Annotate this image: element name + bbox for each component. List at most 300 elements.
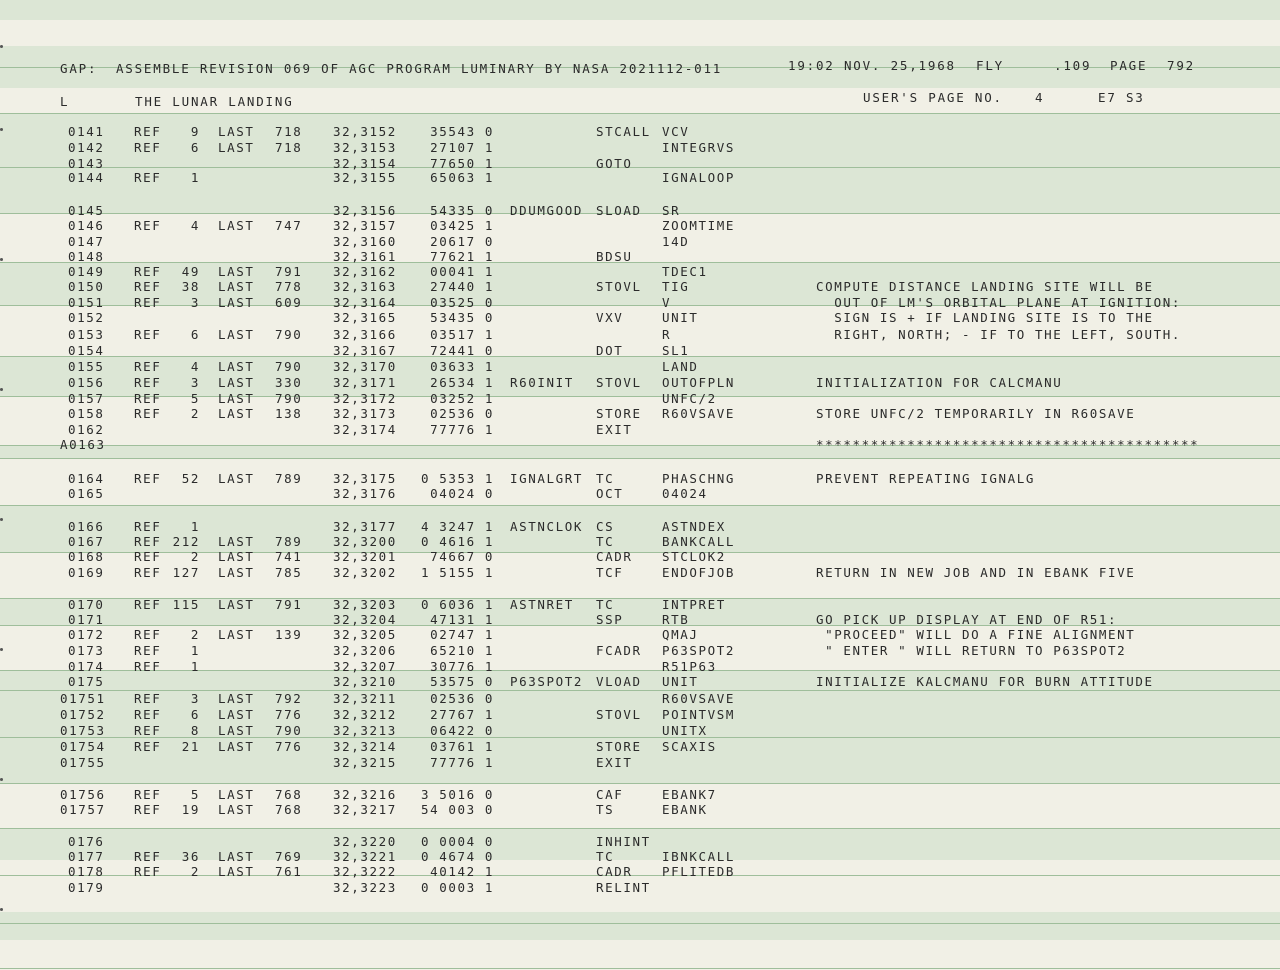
opcode: TC <box>596 849 615 864</box>
octal-code: 04024 0 <box>430 486 494 501</box>
last-page: 776 <box>275 707 303 722</box>
ref-count: 5 <box>190 787 200 802</box>
last-page: 609 <box>275 295 303 310</box>
memory-address: 32,3165 <box>333 310 397 325</box>
memory-address: 32,3167 <box>333 343 397 358</box>
operand: R60VSAVE <box>662 406 736 421</box>
line-number: 0179 <box>68 880 105 895</box>
ref-keyword: REF <box>134 707 162 722</box>
last-page: 790 <box>275 327 303 342</box>
last-keyword: LAST <box>218 802 255 817</box>
comment: " ENTER " WILL RETURN TO P63SPOT2 <box>816 643 1127 658</box>
octal-code: 65210 1 <box>430 643 494 658</box>
line-number: 0177 <box>68 849 105 864</box>
user-page-label: USER'S PAGE NO. <box>863 90 1003 105</box>
page-label: PAGE <box>1110 58 1148 73</box>
ref-count: 5 <box>190 391 200 406</box>
feed-hole <box>0 908 3 911</box>
opcode: SLOAD <box>596 203 642 218</box>
ref-count: 2 <box>190 549 200 564</box>
ref-count: 2 <box>190 406 200 421</box>
memory-address: 32,3213 <box>333 723 397 738</box>
memory-address: 32,3172 <box>333 391 397 406</box>
line-number: 0174 <box>68 659 105 674</box>
ruled-line <box>0 262 1280 263</box>
last-page: 792 <box>275 691 303 706</box>
line-number: 0164 <box>68 471 105 486</box>
memory-address: 32,3216 <box>333 787 397 802</box>
ref-count: 38 <box>181 279 200 294</box>
line-number: 0157 <box>68 391 105 406</box>
operand: SCAXIS <box>662 739 717 754</box>
ref-keyword: REF <box>134 643 162 658</box>
memory-address: 32,3164 <box>333 295 397 310</box>
memory-address: 32,3155 <box>333 170 397 185</box>
ref-count: 127 <box>172 565 200 580</box>
line-number: 0152 <box>68 310 105 325</box>
last-keyword: LAST <box>218 471 255 486</box>
ref-count: 1 <box>190 659 200 674</box>
octal-code: 03525 0 <box>430 295 494 310</box>
octal-code: 02536 0 <box>430 406 494 421</box>
ref-keyword: REF <box>134 140 162 155</box>
last-page: 768 <box>275 787 303 802</box>
memory-address: 32,3154 <box>333 156 397 171</box>
ref-keyword: REF <box>134 295 162 310</box>
last-keyword: LAST <box>218 707 255 722</box>
comment: COMPUTE DISTANCE LANDING SITE WILL BE <box>816 279 1154 294</box>
symbol-label: ASTNCLOK <box>510 519 584 534</box>
operand: TDEC1 <box>662 264 708 279</box>
ruled-line <box>0 923 1280 924</box>
symbol-label: P63SPOT2 <box>510 674 584 689</box>
memory-address: 32,3153 <box>333 140 397 155</box>
comment: "PROCEED" WILL DO A FINE ALIGNMENT <box>816 627 1136 642</box>
line-number: 0176 <box>68 834 105 849</box>
ref-count: 2 <box>190 627 200 642</box>
revision-tag: .109 <box>1054 58 1092 73</box>
ref-keyword: REF <box>134 359 162 374</box>
last-keyword: LAST <box>218 124 255 139</box>
line-number: 0143 <box>68 156 105 171</box>
comment: INITIALIZATION FOR CALCMANU <box>816 375 1063 390</box>
line-number: 01754 <box>60 739 106 754</box>
octal-code: 03761 1 <box>430 739 494 754</box>
ref-keyword: REF <box>134 519 162 534</box>
octal-code: 03252 1 <box>430 391 494 406</box>
octal-code: 20617 0 <box>430 234 494 249</box>
ref-keyword: REF <box>134 170 162 185</box>
line-number: 0162 <box>68 422 105 437</box>
octal-code: 03425 1 <box>430 218 494 233</box>
ruled-line <box>0 356 1280 357</box>
octal-code: 30776 1 <box>430 659 494 674</box>
ref-keyword: REF <box>134 279 162 294</box>
feed-hole <box>0 258 3 261</box>
last-page: 785 <box>275 565 303 580</box>
octal-code: 54335 0 <box>430 203 494 218</box>
last-keyword: LAST <box>218 327 255 342</box>
line-number: 0145 <box>68 203 105 218</box>
section-letter: L <box>60 94 70 109</box>
ref-keyword: REF <box>134 124 162 139</box>
line-number: 0154 <box>68 343 105 358</box>
ruled-line <box>0 968 1280 969</box>
octal-code: 65063 1 <box>430 170 494 185</box>
memory-address: 32,3200 <box>333 534 397 549</box>
ref-keyword: REF <box>134 739 162 754</box>
operand: P63SPOT2 <box>662 643 736 658</box>
octal-code: 77621 1 <box>430 249 494 264</box>
octal-code: 00041 1 <box>430 264 494 279</box>
line-number: 01751 <box>60 691 106 706</box>
opcode: TCF <box>596 565 624 580</box>
memory-address: 32,3152 <box>333 124 397 139</box>
assembly-title: GAP: ASSEMBLE REVISION 069 OF AGC PROGRAM LUMINARY BY NASA 2021112-011 <box>60 61 723 76</box>
last-keyword: LAST <box>218 691 255 706</box>
ref-count: 3 <box>190 691 200 706</box>
fly-tag: FLY <box>976 58 1004 73</box>
last-keyword: LAST <box>218 279 255 294</box>
feed-hole <box>0 518 3 521</box>
operand: 14D <box>662 234 690 249</box>
memory-address: 32,3214 <box>333 739 397 754</box>
operand: EBANK7 <box>662 787 717 802</box>
ref-keyword: REF <box>134 849 162 864</box>
opcode: BDSU <box>596 249 633 264</box>
octal-code: 72441 0 <box>430 343 494 358</box>
last-keyword: LAST <box>218 739 255 754</box>
ref-count: 19 <box>181 802 200 817</box>
line-number: 0150 <box>68 279 105 294</box>
last-page: 790 <box>275 359 303 374</box>
opcode: VLOAD <box>596 674 642 689</box>
line-number: 0158 <box>68 406 105 421</box>
last-page: 139 <box>275 627 303 642</box>
line-number: 0144 <box>68 170 105 185</box>
last-page: 138 <box>275 406 303 421</box>
ruled-line <box>0 828 1280 829</box>
last-page: 761 <box>275 864 303 879</box>
line-number: 0147 <box>68 234 105 249</box>
ref-count: 52 <box>181 471 200 486</box>
opcode: CADR <box>596 549 633 564</box>
operand: IGNALOOP <box>662 170 736 185</box>
ruled-line <box>0 113 1280 114</box>
opcode: CADR <box>596 864 633 879</box>
octal-code: 74667 0 <box>430 549 494 564</box>
octal-code: 06422 0 <box>430 723 494 738</box>
ref-count: 1 <box>190 170 200 185</box>
line-number: 01753 <box>60 723 106 738</box>
line-number: 0167 <box>68 534 105 549</box>
line-number: 0168 <box>68 549 105 564</box>
comment: OUT OF LM'S ORBITAL PLANE AT IGNITION: <box>816 295 1182 310</box>
memory-address: 32,3212 <box>333 707 397 722</box>
ref-count: 6 <box>190 327 200 342</box>
last-keyword: LAST <box>218 359 255 374</box>
line-number: 0151 <box>68 295 105 310</box>
opcode: TC <box>596 471 615 486</box>
operand: ENDOFJOB <box>662 565 736 580</box>
last-page: 778 <box>275 279 303 294</box>
memory-address: 32,3210 <box>333 674 397 689</box>
opcode: STCALL <box>596 124 651 139</box>
line-number: 0172 <box>68 627 105 642</box>
ref-keyword: REF <box>134 327 162 342</box>
line-number: 0148 <box>68 249 105 264</box>
opcode: RELINT <box>596 880 651 895</box>
last-keyword: LAST <box>218 264 255 279</box>
line-number: 0153 <box>68 327 105 342</box>
green-band <box>0 912 1280 940</box>
octal-code: 4 3247 1 <box>420 519 494 534</box>
last-keyword: LAST <box>218 391 255 406</box>
last-page: 769 <box>275 849 303 864</box>
operand: ZOOMTIME <box>662 218 736 233</box>
feed-hole <box>0 128 3 131</box>
operand: STCLOK2 <box>662 549 726 564</box>
ref-keyword: REF <box>134 264 162 279</box>
comment: PREVENT REPEATING IGNALG <box>816 471 1036 486</box>
last-keyword: LAST <box>218 406 255 421</box>
line-number: 0175 <box>68 674 105 689</box>
ref-keyword: REF <box>134 802 162 817</box>
ref-count: 49 <box>181 264 200 279</box>
last-keyword: LAST <box>218 140 255 155</box>
ref-count: 9 <box>190 124 200 139</box>
last-keyword: LAST <box>218 295 255 310</box>
symbol-label: R60INIT <box>510 375 574 390</box>
octal-code: 53435 0 <box>430 310 494 325</box>
octal-code: 27440 1 <box>430 279 494 294</box>
comment: STORE UNFC/2 TEMPORARILY IN R60SAVE <box>816 406 1136 421</box>
line-number: 0171 <box>68 612 105 627</box>
last-page: 718 <box>275 140 303 155</box>
operand: 04024 <box>662 486 708 501</box>
octal-code: 0 4674 0 <box>420 849 494 864</box>
opcode: STOVL <box>596 279 642 294</box>
octal-code: 03517 1 <box>430 327 494 342</box>
comment: RIGHT, NORTH; - IF TO THE LEFT, SOUTH. <box>816 327 1182 342</box>
last-keyword: LAST <box>218 849 255 864</box>
opcode: STOVL <box>596 707 642 722</box>
line-number: 0141 <box>68 124 105 139</box>
memory-address: 32,3170 <box>333 359 397 374</box>
ref-count: 6 <box>190 140 200 155</box>
ref-count: 8 <box>190 723 200 738</box>
line-number: A0163 <box>60 437 106 452</box>
memory-address: 32,3221 <box>333 849 397 864</box>
last-page: 330 <box>275 375 303 390</box>
memory-address: 32,3220 <box>333 834 397 849</box>
octal-code: 27107 1 <box>430 140 494 155</box>
octal-code: 27767 1 <box>430 707 494 722</box>
operand: UNIT <box>662 674 699 689</box>
last-page: 718 <box>275 124 303 139</box>
octal-code: 0 4616 1 <box>420 534 494 549</box>
memory-address: 32,3162 <box>333 264 397 279</box>
ruled-line <box>0 458 1280 459</box>
octal-code: 3 5016 0 <box>420 787 494 802</box>
octal-code: 47131 1 <box>430 612 494 627</box>
last-page: 768 <box>275 802 303 817</box>
memory-address: 32,3206 <box>333 643 397 658</box>
last-page: 741 <box>275 549 303 564</box>
line-number: 0165 <box>68 486 105 501</box>
last-keyword: LAST <box>218 565 255 580</box>
opcode: SSP <box>596 612 624 627</box>
memory-address: 32,3223 <box>333 880 397 895</box>
operand: SL1 <box>662 343 690 358</box>
memory-address: 32,3174 <box>333 422 397 437</box>
green-band <box>0 0 1280 20</box>
ref-count: 1 <box>190 643 200 658</box>
ref-count: 1 <box>190 519 200 534</box>
opcode: TS <box>596 802 615 817</box>
opcode: OCT <box>596 486 624 501</box>
ref-keyword: REF <box>134 534 162 549</box>
memory-address: 32,3163 <box>333 279 397 294</box>
operand: INTEGRVS <box>662 140 736 155</box>
operand: R51P63 <box>662 659 717 674</box>
operand: LAND <box>662 359 699 374</box>
section-title: THE LUNAR LANDING <box>135 94 294 109</box>
memory-address: 32,3157 <box>333 218 397 233</box>
operand: IBNKCALL <box>662 849 736 864</box>
memory-address: 32,3204 <box>333 612 397 627</box>
ref-keyword: REF <box>134 787 162 802</box>
octal-code: 02747 1 <box>430 627 494 642</box>
line-number: 0146 <box>68 218 105 233</box>
last-keyword: LAST <box>218 723 255 738</box>
operand: SR <box>662 203 681 218</box>
memory-address: 32,3175 <box>333 471 397 486</box>
last-keyword: LAST <box>218 549 255 564</box>
opcode: GOTO <box>596 156 633 171</box>
ref-count: 115 <box>172 597 200 612</box>
line-number: 0142 <box>68 140 105 155</box>
last-page: 790 <box>275 391 303 406</box>
symbol-label: DDUMGOOD <box>510 203 584 218</box>
memory-address: 32,3177 <box>333 519 397 534</box>
opcode: STORE <box>596 406 642 421</box>
line-number: 0170 <box>68 597 105 612</box>
ref-keyword: REF <box>134 565 162 580</box>
ref-keyword: REF <box>134 627 162 642</box>
line-number: 0173 <box>68 643 105 658</box>
line-number: 01756 <box>60 787 106 802</box>
octal-code: 0 6036 1 <box>420 597 494 612</box>
line-number: 0169 <box>68 565 105 580</box>
operand: ASTNDEX <box>662 519 726 534</box>
line-number: 0166 <box>68 519 105 534</box>
memory-address: 32,3222 <box>333 864 397 879</box>
feed-hole <box>0 45 3 48</box>
memory-address: 32,3166 <box>333 327 397 342</box>
opcode: STOVL <box>596 375 642 390</box>
memory-address: 32,3202 <box>333 565 397 580</box>
line-number: 0178 <box>68 864 105 879</box>
opcode: CAF <box>596 787 624 802</box>
memory-address: 32,3160 <box>333 234 397 249</box>
octal-code: 77776 1 <box>430 422 494 437</box>
ref-keyword: REF <box>134 218 162 233</box>
last-page: 776 <box>275 739 303 754</box>
operand: INTPRET <box>662 597 726 612</box>
octal-code: 35543 0 <box>430 124 494 139</box>
ref-keyword: REF <box>134 375 162 390</box>
memory-address: 32,3171 <box>333 375 397 390</box>
opcode: STORE <box>596 739 642 754</box>
operand: R <box>662 327 672 342</box>
ref-count: 21 <box>181 739 200 754</box>
operand: PFLITEDB <box>662 864 736 879</box>
octal-code: 0 0003 1 <box>420 880 494 895</box>
last-keyword: LAST <box>218 375 255 390</box>
comment: RETURN IN NEW JOB AND IN EBANK FIVE <box>816 565 1136 580</box>
operand: UNITX <box>662 723 708 738</box>
user-page-number: 4 <box>1035 90 1045 105</box>
memory-address: 32,3215 <box>333 755 397 770</box>
ref-count: 3 <box>190 295 200 310</box>
tractor-feed-holes <box>0 0 4 970</box>
ebank-tag: E7 S3 <box>1098 90 1145 105</box>
ref-count: 36 <box>181 849 200 864</box>
ref-count: 2 <box>190 864 200 879</box>
ref-keyword: REF <box>134 723 162 738</box>
opcode: FCADR <box>596 643 642 658</box>
ref-keyword: REF <box>134 659 162 674</box>
octal-code: 77650 1 <box>430 156 494 171</box>
memory-address: 32,3161 <box>333 249 397 264</box>
feed-hole <box>0 648 3 651</box>
ref-keyword: REF <box>134 549 162 564</box>
ruled-line <box>0 505 1280 506</box>
octal-code: 53575 0 <box>430 674 494 689</box>
ref-keyword: REF <box>134 691 162 706</box>
last-keyword: LAST <box>218 864 255 879</box>
comment: ****************************************** <box>816 437 1200 452</box>
operand: R60VSAVE <box>662 691 736 706</box>
ref-count: 3 <box>190 375 200 390</box>
line-number: 0149 <box>68 264 105 279</box>
octal-code: 02536 0 <box>430 691 494 706</box>
octal-code: 1 5155 1 <box>420 565 494 580</box>
operand: TIG <box>662 279 690 294</box>
last-page: 791 <box>275 264 303 279</box>
last-page: 789 <box>275 534 303 549</box>
opcode: DOT <box>596 343 624 358</box>
operand: UNFC/2 <box>662 391 717 406</box>
operand: V <box>662 295 672 310</box>
octal-code: 26534 1 <box>430 375 494 390</box>
comment: INITIALIZE KALCMANU FOR BURN ATTITUDE <box>816 674 1154 689</box>
opcode: INHINT <box>596 834 651 849</box>
memory-address: 32,3203 <box>333 597 397 612</box>
ref-keyword: REF <box>134 864 162 879</box>
symbol-label: ASTNRET <box>510 597 574 612</box>
ruled-line <box>0 783 1280 784</box>
opcode: EXIT <box>596 755 633 770</box>
line-number: 01755 <box>60 755 106 770</box>
ref-keyword: REF <box>134 391 162 406</box>
ref-count: 4 <box>190 218 200 233</box>
line-number: 01752 <box>60 707 106 722</box>
line-number: 01757 <box>60 802 106 817</box>
octal-code: 77776 1 <box>430 755 494 770</box>
line-number: 0155 <box>68 359 105 374</box>
